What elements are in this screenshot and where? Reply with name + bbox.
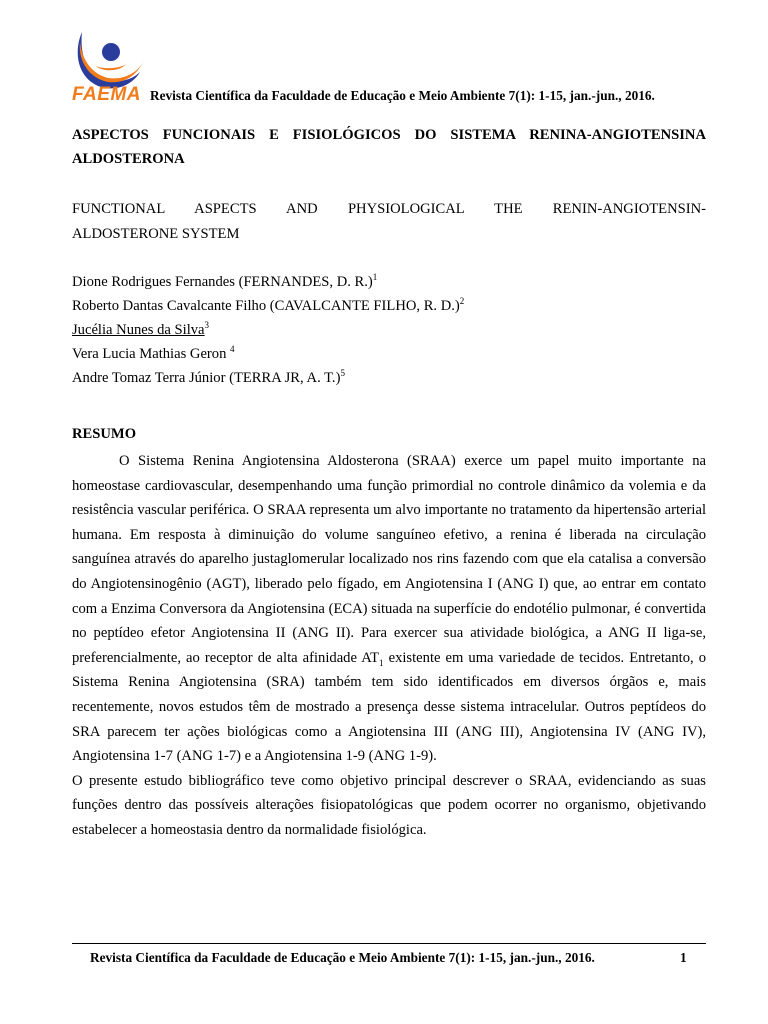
paper-title-portuguese: ASPECTOS FUNCIONAIS E FISIOLÓGICOS DO SISTEMA RENINA-ANGIOTENSINA ALDOSTERONA xyxy=(72,127,706,167)
author-1: Dione Rodrigues Fernandes (FERNANDES, D. R.)$^1$ xyxy=(72,272,378,290)
author-3: Jucélia Nunes da Silva$^3$ xyxy=(72,320,210,338)
logo-wordmark: FAEMA xyxy=(72,84,141,105)
paper-title-english xyxy=(72,197,706,247)
title-en-line-2: ALDOSTERONE SYSTEM xyxy=(72,226,240,242)
author-2: Roberto Dantas Cavalcante Filho (CAVALCANTE FILHO, R. D.)$^2$ xyxy=(72,296,465,314)
abstract-heading: RESUMO xyxy=(72,426,137,442)
author-list xyxy=(72,270,464,390)
abstract-body xyxy=(72,449,706,843)
author-5: Andre Tomaz Terra Júnior (TERRA JR, A. T.)$^5$ xyxy=(72,368,345,386)
page-number: 1 xyxy=(680,950,687,965)
author-4: Vera Lucia Mathias Geron $^4$ xyxy=(72,344,235,362)
title-en-line-1: FUNCTIONAL ASPECTS AND PHYSIOLOGICAL THE RENIN-ANGIOTENSIN- xyxy=(72,201,706,217)
footer-journal-citation: Revista Científica da Faculdade de Educação e Meio Ambiente 7(1): 1-15, jan.-jun., 2016. xyxy=(90,950,595,965)
footer-divider xyxy=(72,943,706,944)
header-journal-citation: Revista Científica da Faculdade de Educação e Meio Ambiente 7(1): 1-15, jan.-jun., 2016. xyxy=(150,88,655,103)
abstract-paragraph-1: O Sistema Renina Angiotensina Aldosterona (SRAA) exerce um papel muito importante na homeostase cardiovascular, desempenhando uma função primordial no controle dinâmico da volemia e da resistência vascular periférica. O SRAA representa um alvo importante no tratamento da hipertensão arterial humana. Em resposta à diminuição do volume sanguíneo efetivo, a renina é liberada na circulação sanguínea através do aparelho justaglomerular localizado nos rins fazendo com que ela catalisa a conversão do Angiotensinogênio (AGT), liberado pelo fígado, em Angiotensina I (ANG I) que, ao entrar em contato com a Enzima Conversora da Angiotensina (ECA) situada na superfície do endotélio pulmonar, é convertida no peptídeo efetor Angiotensina II (ANG II). Para exercer sua atividade biológica, a ANG II liga-se, preferencialmente, ao receptor de alta afinidade $AT_1$ existente em uma variedade de tecidos. Entretanto, o Sistema Renina Angiotensina (SRA) também tem sido identificados em diversos órgãos e, mais recentemente, novos estudos têm de mostrado a presença desse sistema intracelular. Outros peptídeos do SRA parecem ter ações biológicas como a Angiotensina III (ANG III), Angiotensina IV (ANG IV), Angiotensina 1-7 (ANG 1-7) e a Angiotensina 1-9 (ANG 1-9). xyxy=(72,453,707,765)
abstract-paragraph-2: O presente estudo bibliográfico teve como objetivo principal descrever o SRAA, evidenciando as suas funções dentro das possíveis alterações fisiopatológicas que podem ocorrer no organismo, objetivando estabelecer a homeostasia dentro da normalidade fisiológica. xyxy=(72,772,706,838)
